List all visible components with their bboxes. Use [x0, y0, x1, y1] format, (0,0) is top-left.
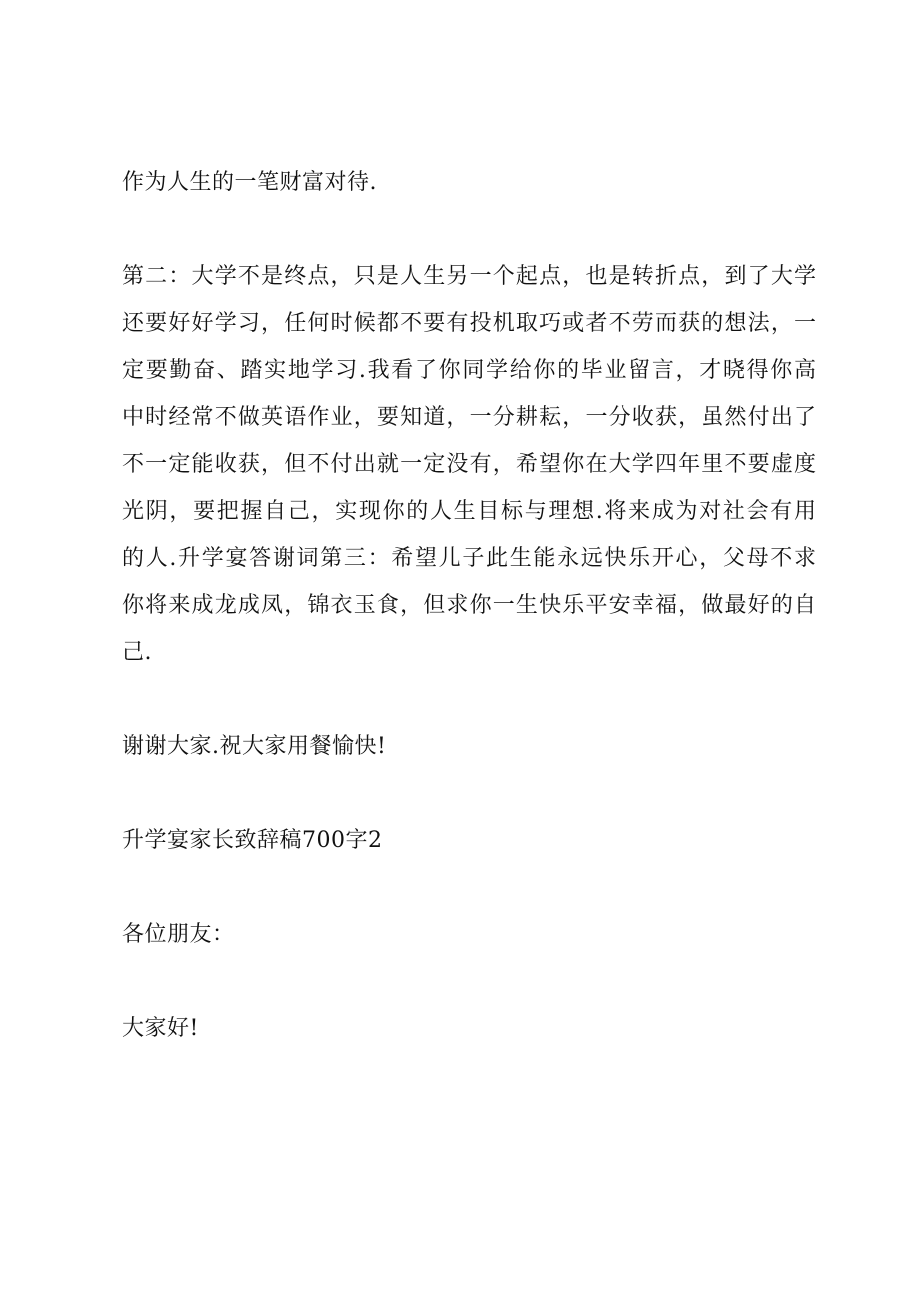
paragraph-line: 作为人生的一笔财富对待.	[122, 170, 377, 195]
paragraph-line: 第二：大学不是终点，只是人生另一个起点，也是转折点，到了大学	[122, 264, 816, 289]
paragraph-line: 中时经常不做英语作业，要知道，一分耕耘，一分收获，虽然付出了	[122, 405, 816, 430]
paragraph-line: 谢谢大家.祝大家用餐愉快!	[122, 734, 387, 759]
paragraph-line: 的人.升学宴答谢词第三：希望儿子此生能永远快乐开心，父母不求	[122, 546, 816, 571]
salutation: 各位朋友：	[122, 922, 235, 947]
section-heading: 升学宴家长致辞稿700字2	[122, 828, 383, 853]
paragraph-line: 你将来成龙成凤，锦衣玉食，但求你一生快乐平安幸福，做最好的自	[122, 593, 816, 618]
paragraph-line: 己.	[122, 640, 152, 665]
paragraph-line: 还要好好学习，任何时候都不要有投机取巧或者不劳而获的想法，一	[122, 311, 816, 336]
greeting: 大家好!	[122, 1016, 199, 1041]
paragraph-line: 光阴，要把握自己，实现你的人生目标与理想.将来成为对社会有用	[122, 499, 816, 524]
paragraph-line: 定要勤奋、踏实地学习.我看了你同学给你的毕业留言，才晓得你高	[122, 358, 816, 383]
paragraph-line: 不一定能收获，但不付出就一定没有，希望你在大学四年里不要虚度	[122, 452, 816, 477]
